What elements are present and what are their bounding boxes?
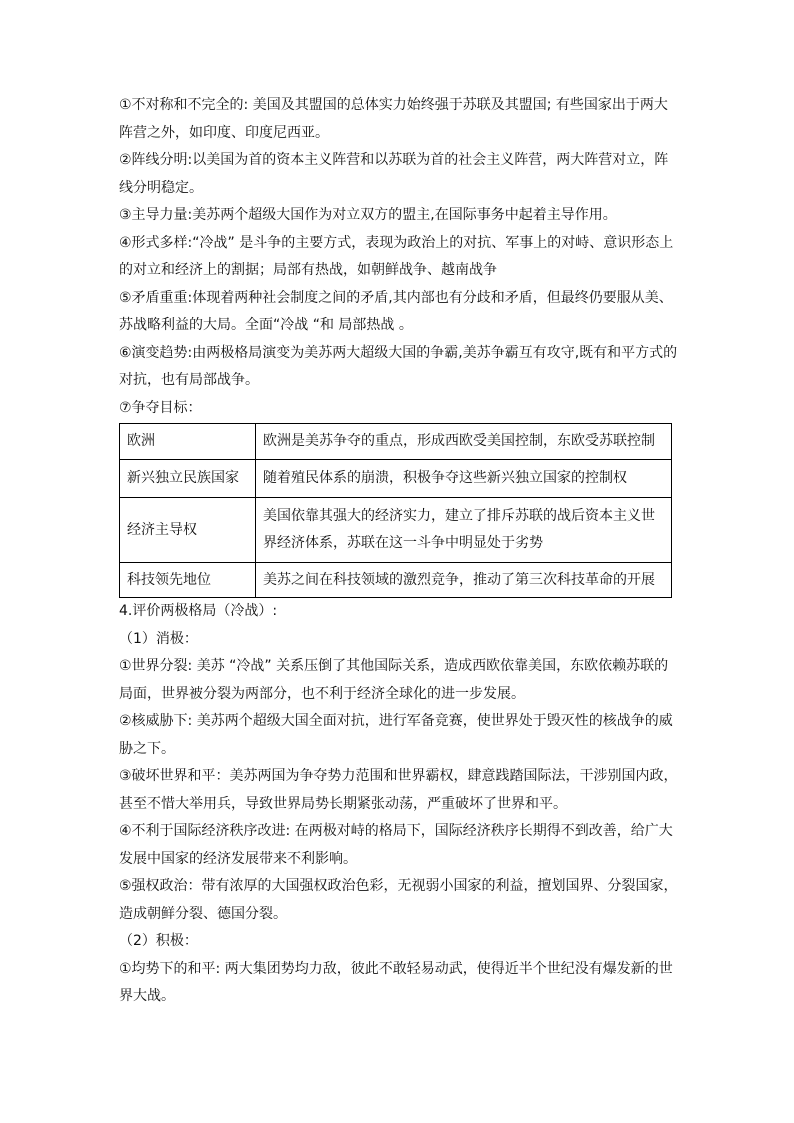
negative-point-2: ②核威胁下: 美苏两个超级大国全面对抗，进行军备竞赛，使世界处于毁灭性的核战争的威胁之下。 [119,713,673,757]
table-row [120,563,672,598]
goal-description-cell: 美国依靠其强大的经济实力，建立了排斥苏联的战后资本主义世界经济体系，苏联在这一斗争中明显处于劣势 [256,498,672,563]
feature-point-5: ⑤矛盾重重:体现着两种社会制度之间的矛盾,其内部也有分歧和矛盾，但最终仍要服从美、苏战略利益的大局。全面“冷战 “和 局部热战 。 [119,289,673,333]
goal-description-cell: 随着殖民体系的崩溃，积极争夺这些新兴独立国家的控制权 [256,460,672,498]
positive-heading: （2）积极： [119,933,198,949]
goal-target-cell: 新兴独立民族国家 [120,460,256,498]
feature-point-3: ③主导力量:美苏两个超级大国作为对立双方的盟主,在国际事务中起着主导作用。 [119,207,617,223]
goal-description-cell: 美苏之间在科技领域的激烈竞争，推动了第三次科技革命的开展 [256,563,672,598]
evaluation-heading: 4.评价两极格局（冷战）: [119,603,278,619]
table-row [120,460,672,498]
negative-heading: （1）消极： [119,630,198,647]
table-row [120,498,672,563]
negative-point-3: ③破坏世界和平：美苏两国为争夺势力范围和世界霸权，肆意践踏国际法，干涉别国内政，甚至不惜大举用兵，导致世界局势长期紧张动荡，严重破坏了世界和平。 [119,768,678,812]
goal-target-cell: 欧洲 [120,424,256,460]
feature-point-6: ⑥演变趋势:由两极格局演变为美苏两大超级大国的争霸,美苏争霸互有攻守,既有和平方式的对抗，也有局部战争。 [119,344,678,388]
goal-description-cell: 欧洲是美苏争夺的重点，形成西欧受美国控制，东欧受苏联控制 [256,424,672,460]
goal-target-cell: 经济主导权 [120,498,256,563]
competition-goals-table [119,423,672,598]
feature-point-7: ⑦争夺目标： [119,399,202,416]
feature-point-2: ②阵线分明:以美国为首的资本主义阵营和以苏联为首的社会主义阵营，两大阵营对立，阵线分明稳定。 [119,152,669,196]
negative-point-4: ④不利于国际经济秩序改进: 在两极对峙的格局下，国际经济秩序长期得不到改善，给广大发展中国家的经济发展带来不利影响。 [119,823,673,867]
negative-point-5: ⑤强权政治：带有浓厚的大国强权政治色彩，无视弱小国家的利益，擅划国界、分裂国家，造成朝鲜分裂、德国分裂。 [119,878,678,922]
feature-point-1: ①不对称和不完全的: 美国及其盟国的总体实力始终强于苏联及其盟国; 有些国家出于两大阵营之外，如印度、印度尼西亚。 [119,97,668,141]
document-page [119,92,679,1011]
positive-point-1: ①均势下的和平: 两大集团势均力敌，彼此不敢轻易动武，使得近半个世纪没有爆发新的世界大战。 [119,960,673,1004]
goal-target-cell: 科技领先地位 [120,563,256,598]
feature-point-4: ④形式多样:“冷战” 是斗争的主要方式，表现为政治上的对抗、军事上的对峙、意识形态上的对立和经济上的割据；局部有热战，如朝鲜战争、越南战争 [119,234,674,278]
table-row [120,424,672,460]
negative-point-1: ①世界分裂: 美苏 “冷战” 关系压倒了其他国际关系，造成西欧依靠美国，东欧依赖苏联的局面，世界被分裂为两部分，也不利于经济全球化的进一步发展。 [119,658,669,702]
